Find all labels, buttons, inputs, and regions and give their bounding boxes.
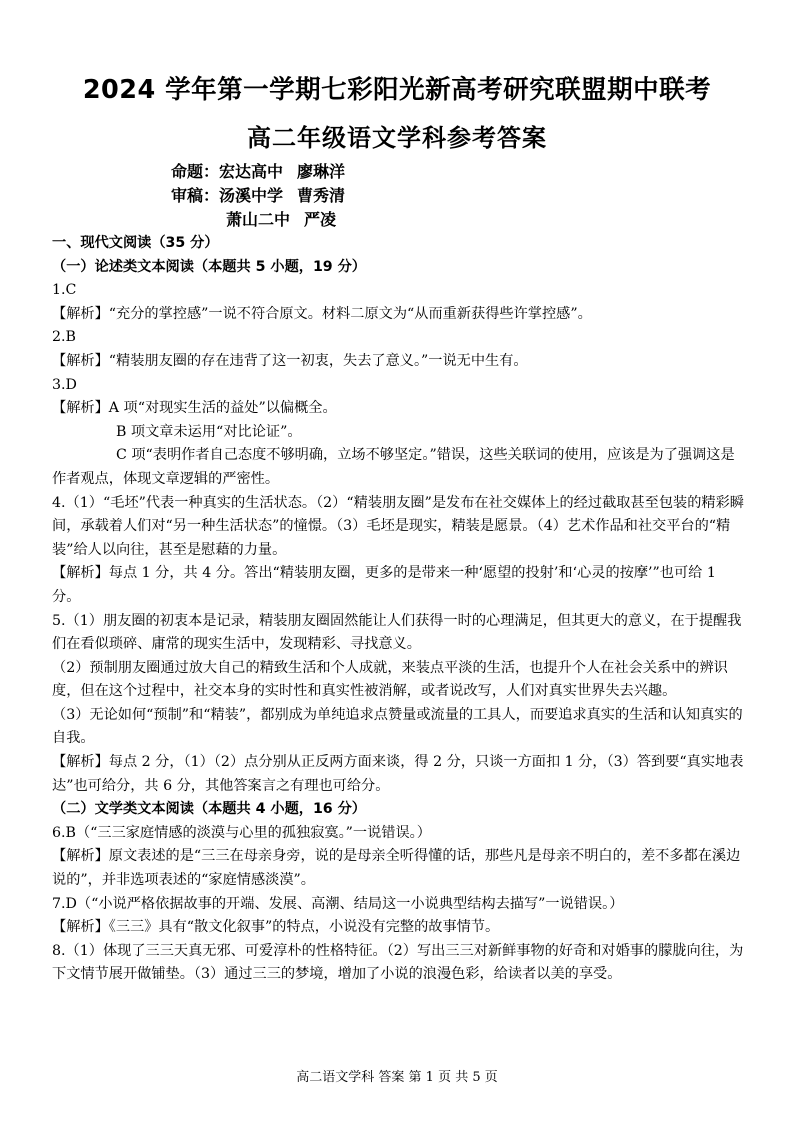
explanation <box>52 444 744 491</box>
explanation: 【解析】每点 1 分，共 4 分。答出“精装朋友圈，更多的是带来一种‘愿望的投射’和‘心灵的按摩’”也可给 1 分。 <box>52 565 716 605</box>
credit-person: 严凌 <box>304 210 337 229</box>
explanation: B 项文章未运用“对比论证”。 <box>116 423 302 440</box>
explanation: 【解析】《三三》具有“散文化叙事”的特点，小说没有完整的故事情节。 <box>52 919 500 936</box>
part-heading: （二）文学类文本阅读（本题共 4 小题，16 分） <box>52 801 366 818</box>
explanation: 【解析】A 项“对现实生活的益处”以偏概全。 <box>52 400 337 417</box>
section-heading: 一、现代文阅读（35 分） <box>52 235 219 251</box>
answer-line: 6.B（“三三家庭情感的淡漠与心里的孤独寂寞。”一说错误。） <box>52 824 431 841</box>
answer-line: 8.（1）体现了三三天真无邪、可爱淳朴的性格特征。（2）写出三三对新鲜事物的好奇和对婚事的朦胧向往，为下文情节展开做铺垫。（3）通过三三的梦境，增加了小说的浪漫色彩，给读者以美的享受。 <box>52 942 744 983</box>
explanation: 【解析】每点 2 分，（1）（2）点分别从正反两方面来谈，得 2 分，只谈一方面扣 1 分，（3）答到要“真实地表达”也可给分，共 6 分，其他答案言之有理也可给分。 <box>52 754 744 794</box>
credit-school: 宏达高中 <box>219 162 284 181</box>
credit-school: 汤溪中学 <box>219 186 284 205</box>
explanation: 【解析】“精装朋友圈的存在违背了这一初衷，失去了意义。”一说无中生有。 <box>52 352 528 369</box>
page-subtitle: 高二年级语文学科参考答案 <box>247 124 547 152</box>
credits-block <box>171 160 345 232</box>
answer-line: 2.B <box>52 329 76 346</box>
answer-content <box>52 232 744 987</box>
answer-line: 5.（1）朋友圈的初衷本是记录，精装朋友圈固然能让人们获得一时的心理满足，但其更大的意义，在于提醒我们在看似琐碎、庸常的现实生活中，发现精彩、寻找意义。 <box>52 612 742 653</box>
credit-author <box>171 160 345 184</box>
part-heading: （一）论述类文本阅读（本题共 5 小题，19 分） <box>52 258 366 275</box>
explanation: 【解析】原文表述的是“三三在母亲身旁，说的是母亲全听得懂的话，那些凡是母亲不明白的，差不多都在溪边说的”，并非选项表述的“家庭情感淡漠”。 <box>52 848 741 889</box>
credit-school: 萧山二中 <box>226 210 291 229</box>
credit-reviewer <box>171 184 345 208</box>
credit-label: 命题： <box>171 162 220 181</box>
page-title: 2024 学年第一学期七彩阳光新高考研究联盟期中联考 <box>82 75 712 105</box>
page-footer: 高二语文学科 答案 第 1 页 共 5 页 <box>296 1070 498 1085</box>
answer-line: 3.D <box>52 376 77 393</box>
explanation: 【解析】“充分的掌控感”一说不符合原文。材料二原文为“从而重新获得些许掌控感”。 <box>52 305 592 322</box>
answer-line: 1.C <box>52 282 77 299</box>
answer-line: （2）预制朋友圈通过放大自己的精致生活和个人成就，来装点平淡的生活，也提升个人在社会关系中的辨识度，但在这个过程中，社交本身的实时性和真实性被消解，或者说改写，人们对真实世界失去兴趣。 <box>52 659 728 700</box>
credit-person: 廖琳洋 <box>297 162 346 181</box>
credit-person: 曹秀清 <box>297 186 346 205</box>
answer-line: （3）无论如何“预制”和“精装”，都别成为单纯追求点赞量或流量的工具人，而要追求真实的生活和认知真实的自我。 <box>52 706 743 747</box>
explanation-text: C 项“表明作者自己态度不够明确，立场不够坚定。”错误，这些关联词的使用，应该是为了强调这是作者观点，体现文章逻辑的严密性。 <box>52 447 735 487</box>
answer-line: 4.（1）“毛坯”代表一种真实的生活状态。（2）“精装朋友圈”是发布在社交媒体上的经过截取甚至包装的精彩瞬间，承载着人们对“另一种生活状态”的憧憬。（3）毛坯是现实，精装是愿景。（4）艺术作品和社交平台的“精装”给人以向往，甚至是慰藉的力量。 <box>52 494 744 558</box>
answer-line: 7.D（“小说严格依据故事的开端、发展、高潮、结局这一小说典型结构去描写”一说错误。） <box>52 895 624 912</box>
credit-reviewer-2 <box>171 208 345 232</box>
credit-label: 审稿： <box>171 186 220 205</box>
